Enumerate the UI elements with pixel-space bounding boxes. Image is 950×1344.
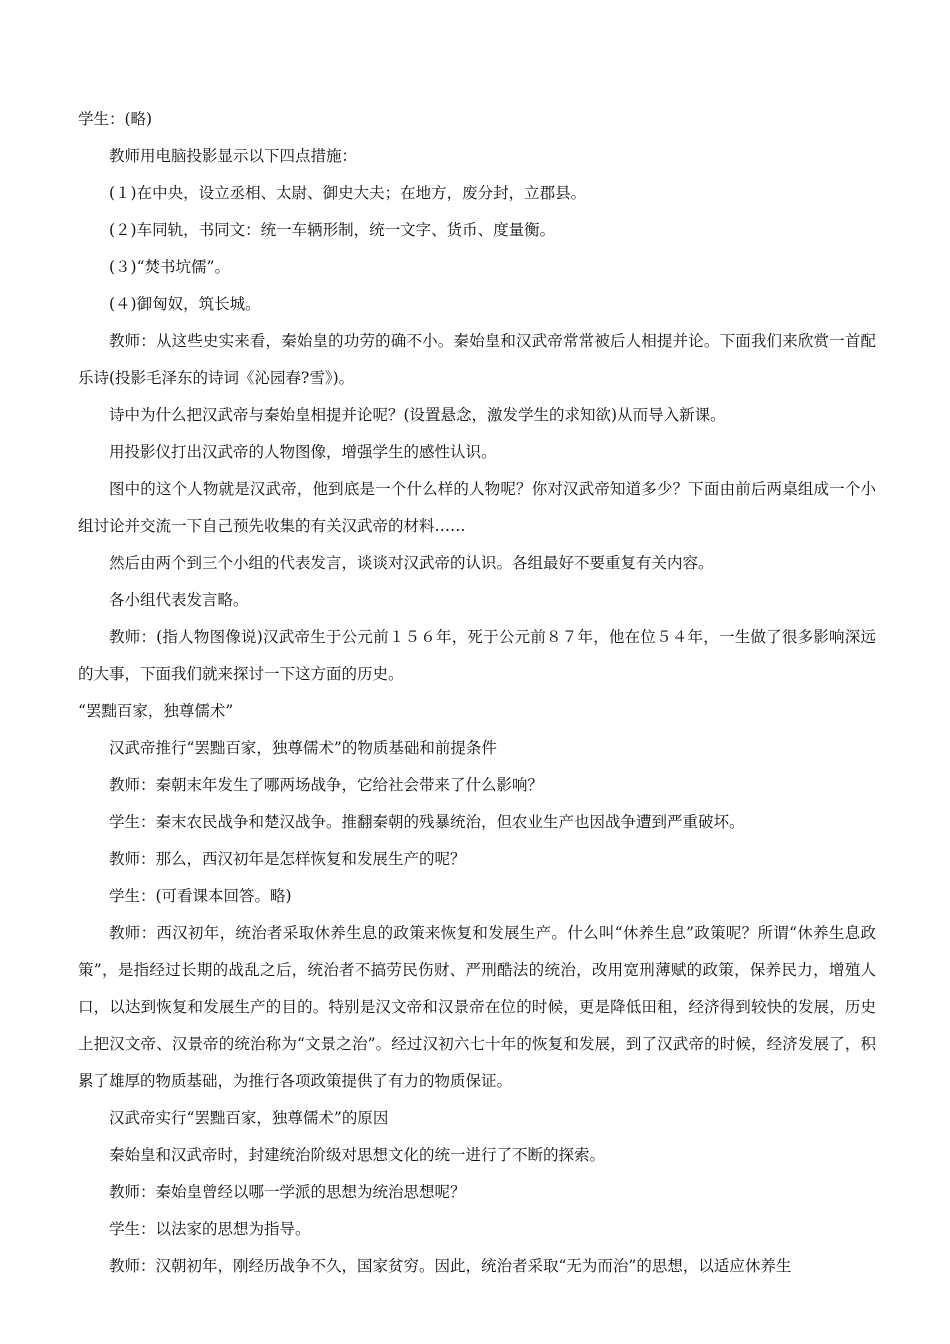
subsection-heading: 汉武帝实行“罢黜百家，独尊儒术”的原因	[109, 1109, 389, 1127]
paragraph: 学生：(可看课本回答。略)	[109, 887, 292, 905]
paragraph: 教师：西汉初年，统治者采取休养生息的政策来恢复和发展生产。什么叫“休养生息”政策呢？所谓“休养生息政策”，是指经过长期的战乱之后，统治者不搞劳民伤财、严刑酷法的统治，改用宽刑薄赋的政策，保养民力，增殖人口，以达到恢复和发展生产的目的。特别是汉文帝和汉景帝在位的时候，更是降低田租，经济得到较快的发展，历史上把汉文帝、汉景帝的统治称为“文景之治”。经过汉初六七十年的恢复和发展，到了汉武帝的时候，经济发展了，积累了雄厚的物质基础，为推行各项政策提供了有力的物质保证。	[78, 924, 876, 1090]
subsection-heading: 汉武帝推行“罢黜百家，独尊儒术”的物质基础和前提条件	[109, 739, 497, 757]
paragraph: 教师用电脑投影显示以下四点措施：	[109, 147, 358, 165]
paragraph: 诗中为什么把汉武帝与秦始皇相提并论呢？(设置悬念，激发学生的求知欲)从而导入新课。	[109, 406, 726, 424]
paragraph: 学生：(略)	[78, 110, 153, 128]
section-heading: “罢黜百家，独尊儒术”	[78, 702, 234, 720]
paragraph: 图中的这个人物就是汉武帝，他到底是一个什么样的人物呢？你对汉武帝知道多少？下面由前后两桌组成一个小组讨论并交流一下自己预先收集的有关汉武帝的材料……	[78, 480, 876, 535]
paragraph: 然后由两个到三个小组的代表发言，谈谈对汉武帝的认识。各组最好不要重复有关内容。	[109, 554, 714, 572]
paragraph: (３)“焚书坑儒”。	[109, 258, 230, 276]
paragraph: 教师：秦始皇曾经以哪一学派的思想为统治思想呢？	[109, 1183, 466, 1201]
document-body	[78, 101, 876, 1285]
paragraph: 各小组代表发言略。	[109, 591, 249, 609]
paragraph: (２)车同轨，书同文：统一车辆形制，统一文字、货币、度量衡。	[109, 221, 556, 239]
paragraph: (１)在中央，设立丞相、太尉、御史大夫；在地方，废分封，立郡县。	[109, 184, 587, 202]
paragraph: 用投影仪打出汉武帝的人物图像，增强学生的感性认识。	[109, 443, 497, 461]
paragraph: 教师：(指人物图像说)汉武帝生于公元前１５６年，死于公元前８７年，他在位５４年，一生做了很多影响深远的大事，下面我们就来探讨一下这方面的历史。	[78, 628, 876, 683]
paragraph: 教师：汉朝初年，刚经历战争不久，国家贫穷。因此，统治者采取“无为而治”的思想，以适应休养生	[109, 1257, 792, 1275]
paragraph: 教师：从这些史实来看，秦始皇的功劳的确不小。秦始皇和汉武帝常常被后人相提并论。下面我们来欣赏一首配乐诗(投影毛泽东的诗词《沁园春?雪》)。	[78, 332, 876, 387]
paragraph: 秦始皇和汉武帝时，封建统治阶级对思想文化的统一进行了不断的探索。	[109, 1146, 606, 1164]
paragraph: 学生：秦末农民战争和楚汉战争。推翻秦朝的残暴统治，但农业生产也因战争遭到严重破坏。	[109, 813, 745, 831]
paragraph: 教师：秦朝末年发生了哪两场战争，它给社会带来了什么影响？	[109, 776, 544, 794]
paragraph: 教师：那么，西汉初年是怎样恢复和发展生产的呢？	[109, 850, 466, 868]
paragraph: 学生：以法家的思想为指导。	[109, 1220, 311, 1238]
paragraph: (４)御匈奴，筑长城。	[109, 295, 261, 313]
